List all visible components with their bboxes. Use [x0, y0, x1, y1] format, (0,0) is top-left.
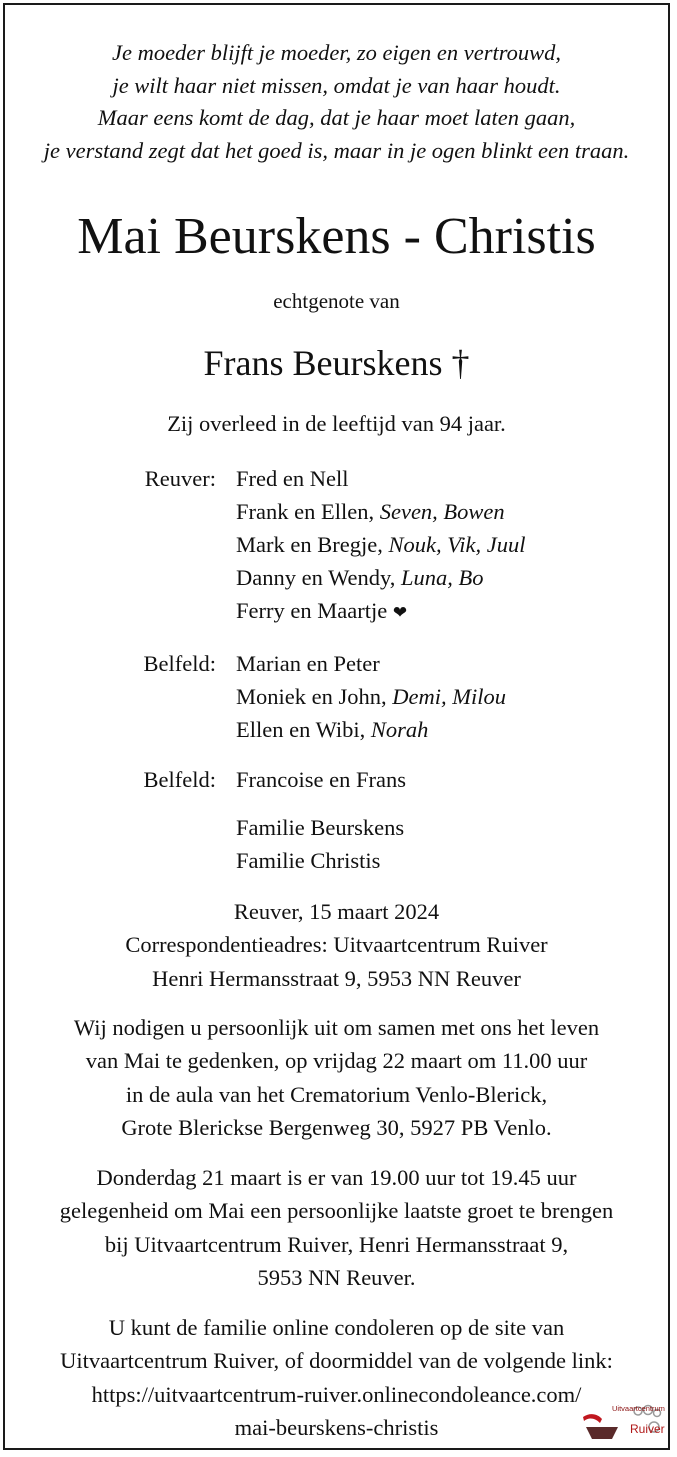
deceased-name: Mai Beurskens - Christis — [77, 208, 596, 265]
family-member-row — [236, 844, 668, 877]
viewing-line: 5953 NN Reuver. — [257, 1264, 416, 1290]
member-children: Nouk, Vik, Juul — [388, 532, 526, 557]
member-names: Ellen en Wibi, — [236, 717, 366, 742]
family-member-row — [236, 594, 668, 630]
family-group — [5, 462, 668, 630]
poem-line: Je moeder blijft je moeder, zo eigen en vertrouwd, — [111, 40, 562, 65]
member-names: Frank en Ellen, — [236, 499, 375, 524]
condolence-line: U kunt de familie online condoleren op de site van — [108, 1315, 565, 1340]
viewing-line: Donderdag 21 maart is er van 19.00 uur tot 19.45 uur — [96, 1165, 577, 1190]
service-line: van Mai te gedenken, op vrijdag 22 maart om 11.00 uur — [85, 1048, 588, 1074]
family-member-row — [236, 462, 668, 495]
family-place: Reuver: — [144, 466, 216, 491]
member-children: Norah — [370, 717, 429, 742]
member-names: Familie Beurskens — [236, 815, 405, 840]
poem-line: je verstand zegt dat het goed is, maar in je ogen blinkt een traan. — [43, 137, 630, 163]
family-member-row — [236, 713, 668, 746]
family-member-row — [236, 495, 668, 528]
family-members — [236, 462, 668, 630]
member-names: Familie Christis — [236, 848, 381, 873]
member-names: Mark en Bregje, — [236, 532, 383, 557]
viewing-block — [5, 1161, 668, 1294]
family-member-row — [236, 811, 668, 844]
family-group — [5, 763, 668, 796]
family-members — [236, 647, 668, 746]
family-member-row — [236, 763, 668, 796]
family-member-row — [236, 561, 668, 594]
funeral-home-logo — [578, 1403, 665, 1443]
correspondence-block — [5, 895, 668, 995]
poem-line: Maar eens komt de dag, dat je haar moet laten gaan, — [97, 105, 576, 130]
family-member-row — [236, 680, 668, 713]
family-members — [236, 763, 668, 796]
member-names: Francoise en Frans — [236, 767, 406, 792]
member-children: Demi, Milou — [392, 684, 506, 709]
family-place: Belfeld: — [143, 651, 216, 676]
family-members — [236, 811, 668, 877]
family-place: Belfeld: — [143, 767, 216, 792]
condolence-link[interactable]: mai-beurskens-christis — [234, 1414, 439, 1440]
obituary-card — [3, 3, 670, 1450]
poem-line: je wilt haar niet missen, omdat je van haar houdt. — [112, 72, 561, 98]
correspondence-line: Correspondentieadres: Uitvaartcentrum Ruiver — [125, 932, 548, 958]
member-names: Danny en Wendy, — [236, 565, 396, 590]
member-names: Ferry en Maartje — [236, 598, 388, 623]
correspondence-line: Reuver, 15 maart 2024 — [233, 899, 440, 924]
viewing-line: gelegenheid om Mai een persoonlijke laatste groet te brengen — [59, 1198, 614, 1224]
correspondence-line: Henri Hermansstraat 9, 5953 NN Reuver — [152, 965, 521, 991]
spouse-name: Frans Beurskens † — [203, 343, 470, 383]
family-member-row — [236, 647, 668, 680]
condolence-line: Uitvaartcentrum Ruiver, of doormiddel van de volgende link: — [60, 1348, 613, 1374]
heart-icon: ❤ — [392, 603, 408, 623]
service-line: in de aula van het Crematorium Venlo-Blerick, — [125, 1081, 548, 1107]
member-names: Moniek en John, — [236, 684, 387, 709]
member-names: Marian en Peter — [236, 651, 380, 676]
member-children: Luna, Bo — [401, 565, 484, 590]
logo-subtitle: Uitvaartcentrum — [612, 1404, 665, 1413]
family-member-row — [236, 528, 668, 561]
condolence-block — [5, 1311, 668, 1444]
member-names: Fred en Nell — [236, 466, 349, 491]
member-children: Seven, Bowen — [379, 499, 505, 524]
family-group — [5, 647, 668, 746]
spouse-intro: echtgenote van — [273, 289, 400, 313]
poem — [5, 37, 668, 167]
service-line: Grote Blerickse Bergenweg 30, 5927 PB Venlo. — [121, 1114, 552, 1140]
service-block — [5, 1011, 668, 1144]
family-group — [5, 811, 668, 877]
service-line: Wij nodigen u persoonlijk uit om samen met ons het leven — [73, 1015, 600, 1040]
age-line: Zij overleed in de leeftijd van 94 jaar. — [167, 411, 506, 436]
logo-name: Ruiver — [630, 1422, 665, 1436]
condolence-link[interactable]: https://uitvaartcentrum-ruiver.onlinecondoleance.com/ — [91, 1381, 582, 1407]
family-list — [5, 462, 668, 894]
viewing-line: bij Uitvaartcentrum Ruiver, Henri Hermansstraat 9, — [104, 1231, 569, 1257]
